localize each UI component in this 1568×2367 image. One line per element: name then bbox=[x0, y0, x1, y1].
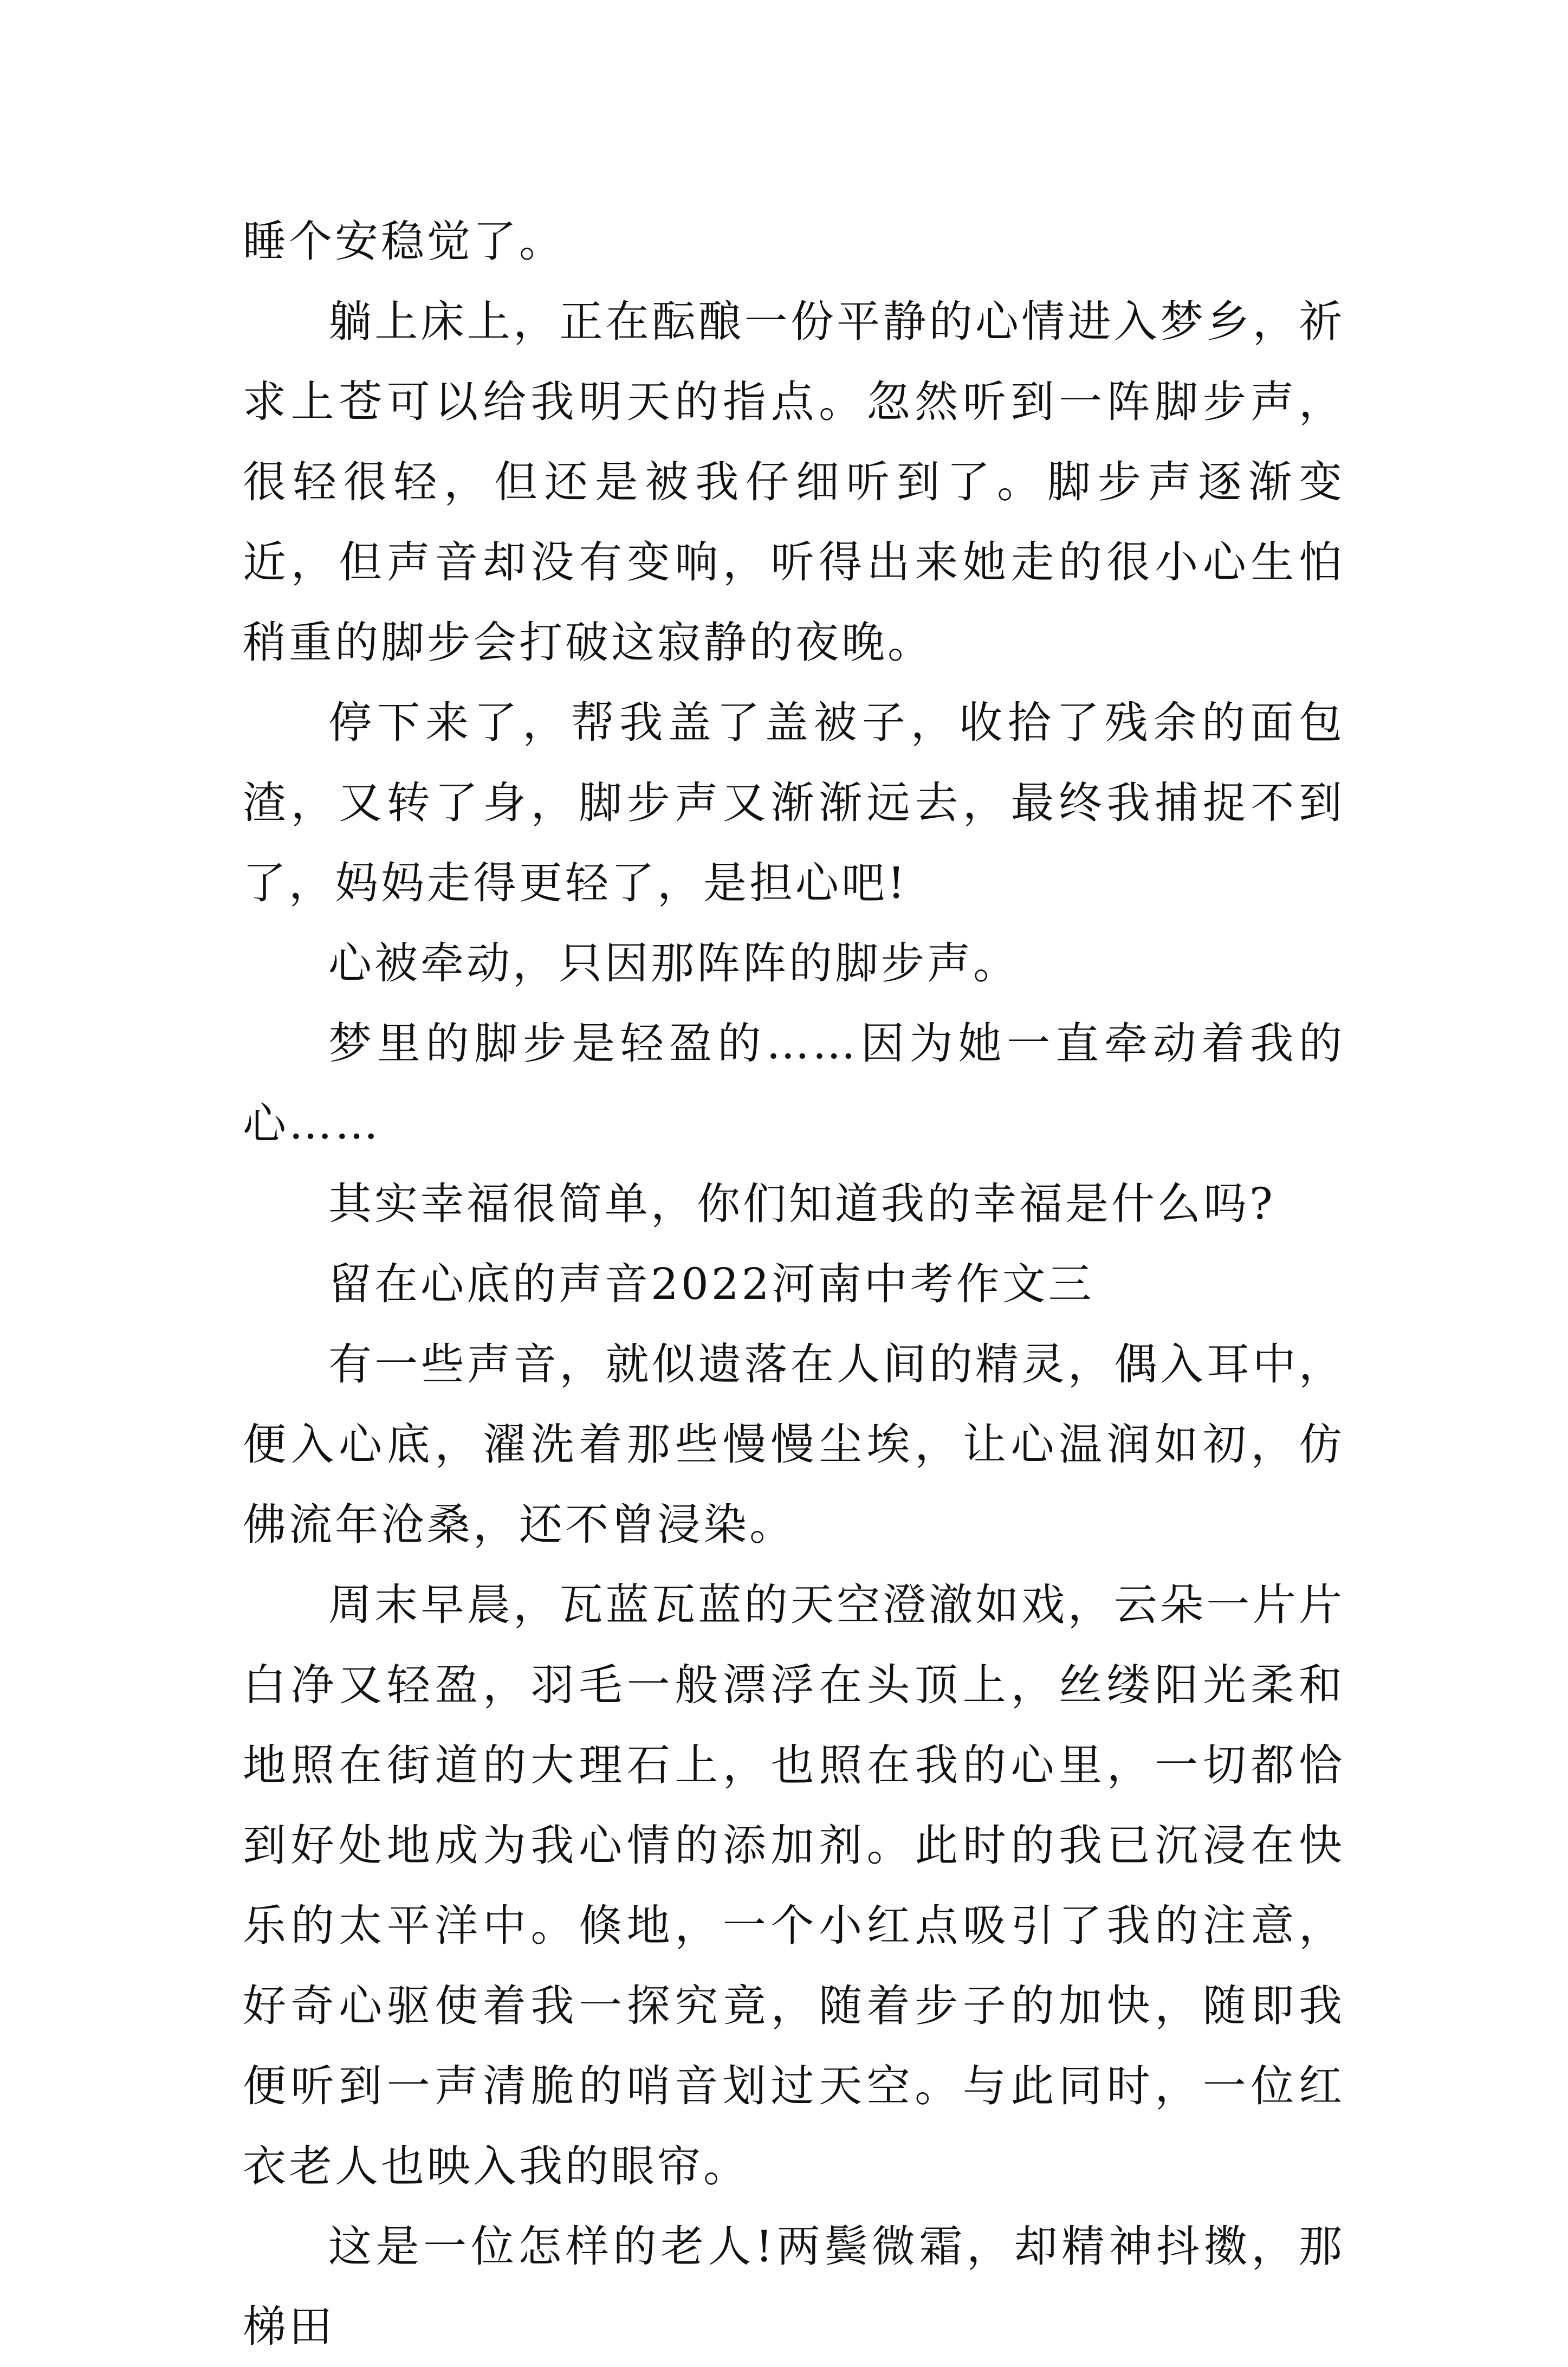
document-body bbox=[243, 202, 1345, 2367]
paragraph: 这是一位怎样的老人!两鬓微霜，却精神抖擞，那梯田 bbox=[243, 2221, 1345, 2352]
paragraph: 心被牵动，只因那阵阵的脚步声。 bbox=[328, 938, 1019, 988]
section-heading: 留在心底的声音2022河南中考作文三 bbox=[328, 1259, 1094, 1309]
paragraph: 睡个安稳觉了。 bbox=[243, 216, 565, 267]
paragraph: 梦里的脚步是轻盈的……因为她一直牵动着我的心…… bbox=[243, 1018, 1345, 1149]
paragraph: 停下来了，帮我盖了盖被子，收拾了残余的面包渣，又转了身，脚步声又渐渐远去，最终我捕捉不到了，妈妈走得更轻了，是担心吧! bbox=[243, 697, 1345, 908]
paragraph: 其实幸福很简单，你们知道我的幸福是什么吗? bbox=[328, 1179, 1275, 1229]
paragraph: 躺上床上，正在酝酿一份平静的心情进入梦乡，祈求上苍可以给我明天的指点。忽然听到一阵脚步声，很轻很轻，但还是被我仔细听到了。脚步声逐渐变近，但声音却没有变响，听得出来她走的很小心生怕稍重的脚步会打破这寂静的夜晚。 bbox=[243, 296, 1345, 668]
paragraph: 有一些声音，就似遗落在人间的精灵，偶入耳中，便入心底，濯洗着那些慢慢尘埃，让心温润如初，仿佛流年沧桑，还不曾浸染。 bbox=[243, 1339, 1345, 1550]
paragraph: 周末早晨，瓦蓝瓦蓝的天空澄澈如戏，云朵一片片白净又轻盈，羽毛一般漂浮在头顶上，丝缕阳光柔和地照在街道的大理石上，也照在我的心里，一切都恰到好处地成为我心情的添加剂。此时的我已沉浸在快乐的太平洋中。倏地，一个小红点吸引了我的注意，好奇心驱使着我一探究竟，随着步子的加快，随即我便听到一声清脆的哨音划过天空。与此同时，一位红衣老人也映入我的眼帘。 bbox=[243, 1580, 1345, 2191]
